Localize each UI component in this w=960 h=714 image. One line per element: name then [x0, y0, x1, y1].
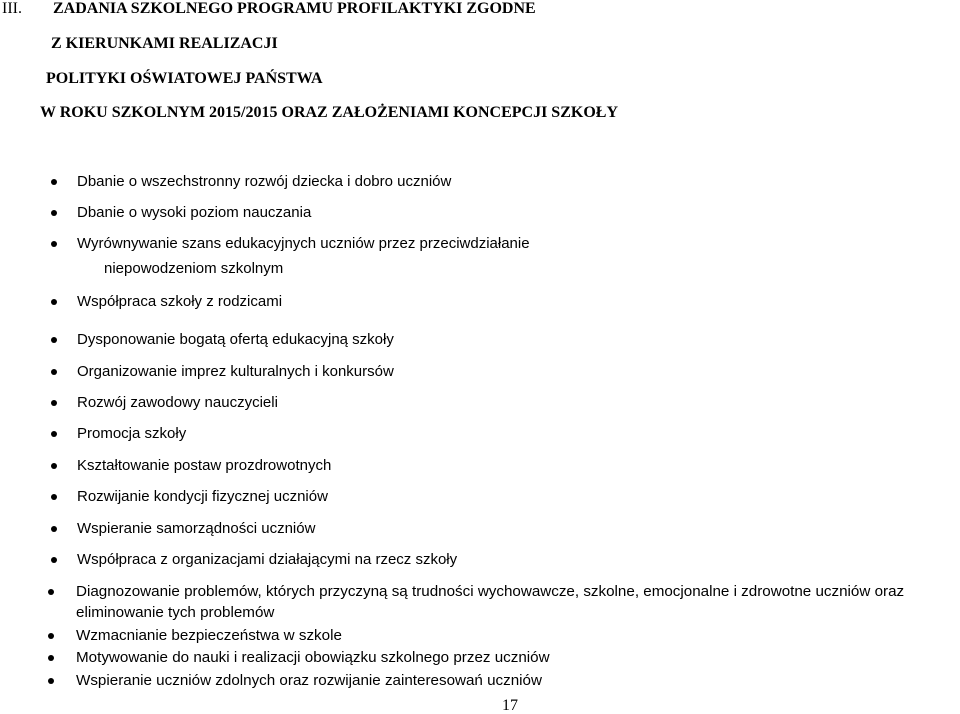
heading-line-1: ZADANIA SZKOLNEGO PROGRAMU PROFILAKTYKI ZGODNE	[53, 0, 536, 17]
bullet-icon	[48, 589, 54, 595]
bullet-icon	[51, 526, 57, 532]
heading-line-4: W ROKU SZKOLNYM 2015/2015 ORAZ ZAŁOŻENIAMI KONCEPCJI SZKOŁY	[40, 104, 618, 121]
bullet-icon	[48, 655, 54, 661]
list-item-text: Organizowanie imprez kulturalnych i konkursów	[77, 363, 394, 380]
page-number: 17	[502, 697, 518, 714]
heading-line-2: Z KIERUNKAMI REALIZACJI	[51, 35, 278, 52]
list-item-text: Diagnozowanie problemów, których przyczyną są trudności wychowawcze, szkolne, emocjonalne i zdrowotne uczniów oraz	[76, 583, 905, 600]
list-item-text: Motywowanie do nauki i realizacji obowiązku szkolnego przez uczniów	[76, 649, 550, 666]
list-item-text: Rozwój zawodowy nauczycieli	[77, 394, 278, 411]
list-item-text: Wyrównywanie szans edukacyjnych uczniów przez przeciwdziałanie	[77, 235, 530, 252]
list-item-text: Dbanie o wysoki poziom nauczania	[77, 204, 312, 221]
bullet-icon	[51, 369, 57, 375]
list-item-text: Wspieranie uczniów zdolnych oraz rozwijanie zainteresowań uczniów	[76, 672, 542, 689]
list-item-text: Dysponowanie bogatą ofertą edukacyjną szkoły	[77, 331, 394, 348]
list-item-text: Wspieranie samorządności uczniów	[77, 520, 316, 537]
bullet-icon	[48, 678, 54, 684]
bullet-icon	[48, 633, 54, 639]
list-item-text: Promocja szkoły	[77, 425, 187, 442]
list-item-text: Współpraca z organizacjami działającymi na rzecz szkoły	[77, 551, 458, 568]
bullet-icon	[51, 299, 57, 305]
bullet-icon	[51, 179, 57, 185]
bullet-icon	[51, 557, 57, 563]
bullet-icon	[51, 400, 57, 406]
list-item-text: Dbanie o wszechstronny rozwój dziecka i dobro uczniów	[77, 173, 452, 190]
list-item-text: niepowodzeniom szkolnym	[104, 260, 284, 277]
list-item-text: Współpraca szkoły z rodzicami	[77, 293, 283, 310]
bullet-icon	[51, 494, 57, 500]
heading-line-3: POLITYKI OŚWIATOWEJ PAŃSTWA	[46, 70, 323, 87]
bullet-icon	[51, 210, 57, 216]
section-number: III.	[2, 0, 22, 17]
bullet-icon	[51, 337, 57, 343]
list-item-text: Kształtowanie postaw prozdrowotnych	[77, 457, 332, 474]
list-item-text: Wzmacnianie bezpieczeństwa w szkole	[76, 627, 342, 644]
bullet-icon	[51, 463, 57, 469]
list-item-text: eliminowanie tych problemów	[76, 604, 275, 621]
bullet-icon	[51, 431, 57, 437]
list-item-text: Rozwijanie kondycji fizycznej uczniów	[77, 488, 328, 505]
bullet-icon	[51, 241, 57, 247]
